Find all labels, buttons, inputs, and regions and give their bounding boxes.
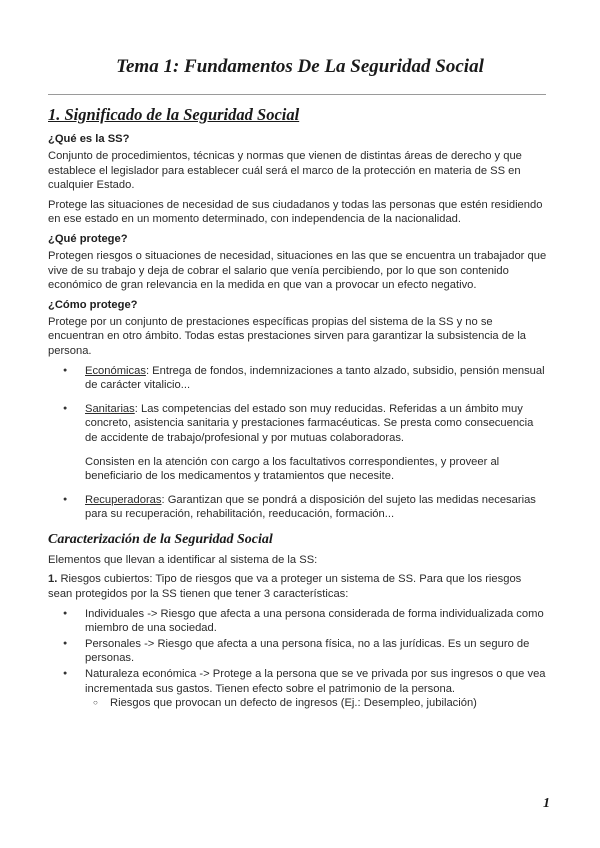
nested-list [85,696,548,711]
list-item-sanitarias [85,402,548,484]
paragraph: Protege por un conjunto de prestaciones específicas propias del sistema de la SS y no se encuentran en otro ámbito. Todas estas prestaciones sirven para garantizar la subsistencia de la persona. [48,315,527,357]
term-sanitarias: Sanitarias [85,402,135,415]
section-heading-caracterizacion: Caracterización de la Seguridad Social [48,531,273,547]
document-body [48,104,548,715]
nested-list-item: ○ Riesgos que provocan un defecto de ingresos (Ej.: Desempleo, jubilación) [110,696,548,711]
list-item-text: Naturaleza económica -> Protege a la persona que se ve privada por sus ingresos o que vea incrementada sus gastos. Tienen efecto sobre el patrimonio de la persona. [85,668,546,695]
list-item-text: : Garantizan que se pondrá a disposición del sujeto las medidas necesarias para su recuperación, rehabilitación, reeducación, formación... [85,493,536,521]
numbered-item-riesgos [48,572,548,601]
question-que-es: ¿Qué es la SS? [48,133,130,145]
paragraph: Elementos que llevan a identificar al sistema de la SS: [48,553,318,566]
term-economicas: Económicas [85,364,146,377]
paragraph: Protegen riesgos o situaciones de necesidad, situaciones en las que se encuentra un trabajador que vive de su trabajo y deja de cobrar el salario que venía percibiendo, por lo que son contenido económico de gran relevancia en la medida en que van a provocar un efecto negativo. [48,249,547,292]
term-recuperadoras: Recuperadoras [85,493,162,506]
list-item-text: : Entrega de fondos, indemnizaciones a tanto alzado, subsidio, pensión mensual de carácter vitalicio... [85,364,545,392]
paragraph: Conjunto de procedimientos, técnicas y normas que vienen de distintas áreas de derecho y que establece el legislador para establecer cuál será el marco de la protección en materia de SS en cualquier Estado. [48,150,522,192]
list-item-extra-paragraph: Consisten en la atención con cargo a los facultativos correspondientes, y proveer al beneficiario de los medicamentos y tratamientos que necesite. [85,455,500,483]
item-text: Riesgos cubiertos: Tipo de riesgos que va a proteger un sistema de SS. Para que los riesgos sean protegidos por la SS tienen que tener 3 características: [48,573,522,601]
benefits-list [48,364,548,522]
item-number: 1. [48,573,58,586]
list-item-economicas [85,364,548,393]
list-item-naturaleza-economica [85,667,548,711]
list-item-personales: ● Personales -> Riesgo que afecta a una persona física, no a las jurídicas. Es un seguro de personas. [85,637,548,666]
list-item-recuperadoras [85,493,548,522]
question-que-protege: ¿Qué protege? [48,232,128,245]
question-como-protege: ¿Cómo protege? [48,298,138,311]
page-number: 1 [543,796,550,811]
section-heading-significado: 1. Significado de la Seguridad Social [48,105,300,124]
characteristics-list [48,607,548,711]
document-title: Tema 1: Fundamentos De La Seguridad Social [116,56,484,77]
title-divider [48,94,546,95]
list-item-individuales: ● Individuales -> Riesgo que afecta a una persona considerada de forma individualizada como miembro de una sociedad. [85,607,548,636]
list-item-text: : Las competencias del estado son muy reducidas. Referidas a un ámbito muy concreto, asistencia sanitaria y prestaciones farmacéuticas. Se presta como consecuencia de accidente de trabajo/profesional y por mutuas colaboradoras. [85,402,534,444]
paragraph: Protege las situaciones de necesidad de sus ciudadanos y todas las personas que estén residiendo en ese estado en un momento determinado, con independencia de la nacionalidad. [48,198,543,226]
